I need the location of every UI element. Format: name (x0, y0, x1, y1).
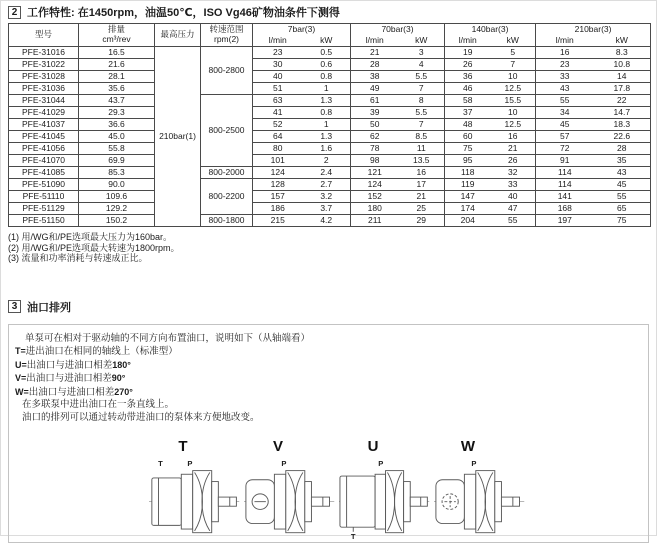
cell-flow: 26 (445, 59, 491, 71)
port-line-prefix: T= (15, 346, 26, 356)
cell-flow: 41 (253, 107, 303, 119)
cell-flow: 61 (351, 95, 399, 107)
port-line-value: 180° (112, 359, 131, 370)
cell-flow: 57 (536, 131, 594, 143)
port-label-t: T (350, 532, 356, 540)
cell-flow: 152 (351, 191, 399, 203)
cell-power: 15.5 (491, 95, 536, 107)
cell-flow: 180 (351, 203, 399, 215)
header-power: kW (399, 35, 445, 47)
cell-flow: 38 (351, 71, 399, 83)
port-line-text: 进出油口在相同的轴线上（标准型） (25, 347, 178, 357)
cell-flow: 121 (351, 167, 399, 179)
cell-model: PFE-51129 (9, 203, 79, 215)
cell-power: 17.8 (594, 83, 651, 95)
cell-power: 65 (594, 203, 651, 215)
header-pressure-group: 140bar(3) (445, 24, 536, 36)
port-line-value: 270° (114, 386, 133, 397)
cell-power: 8 (399, 95, 445, 107)
cell-power: 4.2 (303, 215, 351, 227)
cell-rpm-range: 800-2800 (201, 47, 253, 95)
section3-title: 油口排列 (27, 301, 71, 314)
cell-power: 17 (399, 179, 445, 191)
header-speed-range: 转速范围 rpm(2) (201, 24, 253, 47)
cell-flow: 33 (536, 71, 594, 83)
cell-power: 33 (491, 179, 536, 191)
cell-flow: 30 (253, 59, 303, 71)
table-row (9, 215, 651, 227)
cell-model: PFE-31044 (9, 95, 79, 107)
port-arrangement-panel (8, 324, 649, 543)
cell-power: 28 (594, 143, 651, 155)
cell-displacement: 28.1 (79, 71, 155, 83)
pump-side-view-icon (339, 456, 434, 540)
cell-flow: 124 (351, 179, 399, 191)
port-line-w (15, 386, 648, 400)
pump-diagram-t (149, 437, 244, 540)
cell-flow: 63 (253, 95, 303, 107)
pump-variant-label: T (178, 438, 188, 455)
cell-displacement: 150.2 (79, 215, 155, 227)
port-line-prefix: W= (15, 386, 29, 397)
note-line: 在多联泵中进出油口在一条直线上。 (22, 400, 175, 410)
cell-power: 14.7 (594, 107, 651, 119)
cell-power: 22.6 (594, 131, 651, 143)
cell-flow: 211 (351, 215, 399, 227)
cell-power: 7 (399, 83, 445, 95)
cell-power: 10 (491, 107, 536, 119)
cell-displacement: 129.2 (79, 203, 155, 215)
table-row (9, 191, 651, 203)
cell-power: 5 (491, 47, 536, 59)
cell-power: 0.5 (303, 47, 351, 59)
cell-flow: 62 (351, 131, 399, 143)
cell-power: 29 (399, 215, 445, 227)
header-flow: l/min (445, 35, 491, 47)
cell-model: PFE-41070 (9, 155, 79, 167)
cell-model: PFE-51090 (9, 179, 79, 191)
cell-displacement: 45.0 (79, 131, 155, 143)
cell-flow: 114 (536, 179, 594, 191)
cell-flow: 101 (253, 155, 303, 167)
cell-power: 22 (594, 95, 651, 107)
cell-flow: 204 (445, 215, 491, 227)
pump-side-view-icon (244, 456, 339, 540)
cell-power: 16 (399, 167, 445, 179)
cell-power: 26 (491, 155, 536, 167)
cell-model: PFE-31028 (9, 71, 79, 83)
cell-power: 40 (491, 191, 536, 203)
port-label-t: T (157, 459, 163, 469)
pump-side-view-icon (434, 456, 529, 540)
pump-variant-label: U (367, 438, 379, 455)
header-pressure-group: 210bar(3) (536, 24, 651, 36)
cell-power: 1 (303, 119, 351, 131)
pump-variant-label: W (460, 438, 476, 455)
cell-flow: 78 (351, 143, 399, 155)
cell-power: 3.2 (303, 191, 351, 203)
cell-flow: 157 (253, 191, 303, 203)
section3-header (8, 299, 650, 315)
cell-flow: 98 (351, 155, 399, 167)
cell-power: 55 (594, 191, 651, 203)
cell-model: PFE-31016 (9, 47, 79, 59)
port-label-p: P (186, 459, 192, 469)
cell-flow: 39 (351, 107, 399, 119)
cell-power: 1.6 (303, 143, 351, 155)
port-line-prefix: V= (15, 373, 27, 383)
table-row (9, 107, 651, 119)
cell-power: 7 (491, 59, 536, 71)
cell-power: 10 (491, 71, 536, 83)
port-line-value: 90° (111, 373, 126, 383)
cell-power: 0.6 (303, 59, 351, 71)
cell-power: 2 (303, 155, 351, 167)
cell-power: 12.5 (491, 119, 536, 131)
cell-power: 2.4 (303, 167, 351, 179)
cell-power: 1 (303, 83, 351, 95)
pump-diagram-u (339, 437, 434, 540)
port-line-t (15, 345, 648, 359)
cell-model: PFE-51150 (9, 215, 79, 227)
cell-flow: 46 (445, 83, 491, 95)
cell-power: 75 (594, 215, 651, 227)
port-line-u (15, 359, 648, 373)
cell-power: 4 (399, 59, 445, 71)
cell-power: 5.5 (399, 107, 445, 119)
cell-model: PFE-41056 (9, 143, 79, 155)
cell-flow: 50 (351, 119, 399, 131)
cell-flow: 124 (253, 167, 303, 179)
cell-rpm-range: 800-2200 (201, 179, 253, 215)
port-line-prefix: U= (15, 359, 27, 370)
cell-flow: 95 (445, 155, 491, 167)
cell-displacement: 36.6 (79, 119, 155, 131)
cell-flow: 64 (253, 131, 303, 143)
cell-power: 11 (399, 143, 445, 155)
header-flow: l/min (351, 35, 399, 47)
cell-flow: 16 (536, 47, 594, 59)
cell-displacement: 29.3 (79, 107, 155, 119)
cell-rpm-range: 800-2000 (201, 167, 253, 179)
table-row (9, 179, 651, 191)
cell-flow: 49 (351, 83, 399, 95)
cell-flow: 118 (445, 167, 491, 179)
pump-diagram-v (244, 437, 339, 540)
header-pressure-group: 7bar(3) (253, 24, 351, 36)
cell-flow: 43 (536, 83, 594, 95)
cell-power: 0.8 (303, 71, 351, 83)
header-power: kW (594, 35, 651, 47)
note-line: 油口的排列可以通过转动带进油口的泵体来方便地改变。 (22, 412, 260, 423)
cell-displacement: 90.0 (79, 179, 155, 191)
cell-power: 3 (399, 47, 445, 59)
cell-power: 21 (491, 143, 536, 155)
cell-flow: 197 (536, 215, 594, 227)
header-flow: l/min (536, 35, 594, 47)
cell-rpm-range: 800-1800 (201, 215, 253, 227)
port-label-p: P (280, 459, 286, 469)
header-power: kW (303, 35, 351, 47)
cell-flow: 55 (536, 95, 594, 107)
cell-flow: 174 (445, 203, 491, 215)
port-line-text: 出油口与进油口相差 (28, 387, 115, 398)
cell-displacement: 43.7 (79, 95, 155, 107)
header-power: kW (491, 35, 536, 47)
cell-flow: 75 (445, 143, 491, 155)
cell-model: PFE-41045 (9, 131, 79, 143)
port-arrangement-text (15, 333, 648, 425)
table-row (9, 131, 651, 143)
cell-power: 0.8 (303, 107, 351, 119)
cell-model: PFE-31036 (9, 83, 79, 95)
cell-power: 8.3 (594, 47, 651, 59)
cell-displacement: 109.6 (79, 191, 155, 203)
cell-rpm-range: 800-2500 (201, 95, 253, 167)
cell-power: 16 (491, 131, 536, 143)
cell-flow: 19 (445, 47, 491, 59)
cell-power: 10.8 (594, 59, 651, 71)
cell-power: 32 (491, 167, 536, 179)
port-line-text: 出油口与进油口相差 (26, 360, 113, 371)
table-row (9, 143, 651, 155)
cell-power: 21 (399, 191, 445, 203)
cell-displacement: 21.6 (79, 59, 155, 71)
table-row (9, 203, 651, 215)
table-row (9, 119, 651, 131)
cell-flow: 21 (351, 47, 399, 59)
table-row (9, 71, 651, 83)
cell-power: 43 (594, 167, 651, 179)
cell-flow: 48 (445, 119, 491, 131)
port-label-p: P (470, 459, 476, 469)
cell-power: 45 (594, 179, 651, 191)
pump-side-view-icon (149, 456, 244, 540)
cell-flow: 128 (253, 179, 303, 191)
section2-title: 工作特性: 在1450rpm，油温50℃，ISO Vg46矿物油条件下测得 (27, 7, 340, 19)
section3-number-box: 3 (8, 300, 21, 313)
port-label-p: P (377, 459, 383, 469)
cell-max-pressure: 210bar(1) (155, 47, 201, 227)
cell-model: PFE-41037 (9, 119, 79, 131)
cell-power: 2.7 (303, 179, 351, 191)
section2-number-box: 2 (8, 6, 21, 19)
cell-displacement: 35.6 (79, 83, 155, 95)
header-pressure-group: 70bar(3) (351, 24, 445, 36)
header-max-pressure: 最高压力 (155, 24, 201, 47)
cell-flow: 60 (445, 131, 491, 143)
cell-displacement: 55.8 (79, 143, 155, 155)
cell-flow: 51 (253, 83, 303, 95)
cell-flow: 58 (445, 95, 491, 107)
cell-power: 5.5 (399, 71, 445, 83)
cell-flow: 28 (351, 59, 399, 71)
cell-flow: 52 (253, 119, 303, 131)
cell-displacement: 69.9 (79, 155, 155, 167)
cell-model: PFE-41029 (9, 107, 79, 119)
cell-model: PFE-41085 (9, 167, 79, 179)
table-row (9, 47, 651, 59)
cell-flow: 168 (536, 203, 594, 215)
cell-flow: 147 (445, 191, 491, 203)
port-line-text: 出油口与进油口相差 (26, 374, 112, 384)
cell-flow: 119 (445, 179, 491, 191)
cell-power: 3.7 (303, 203, 351, 215)
cell-flow: 80 (253, 143, 303, 155)
table-row (9, 167, 651, 179)
cell-flow: 114 (536, 167, 594, 179)
cell-power: 47 (491, 203, 536, 215)
cell-flow: 36 (445, 71, 491, 83)
cell-displacement: 16.5 (79, 47, 155, 59)
section2-header (8, 4, 650, 20)
cell-power: 7 (399, 119, 445, 131)
footnotes (8, 232, 650, 264)
header-model: 型号 (9, 24, 79, 47)
cell-power: 13.5 (399, 155, 445, 167)
table-row (9, 155, 651, 167)
pump-variant-label: V (272, 438, 283, 455)
intro-line: 单泵可在相对于驱动轴的不同方向布置油口，说明如下（从轴端看） (25, 333, 311, 344)
pump-diagram-w (434, 437, 529, 540)
cell-model: PFE-31022 (9, 59, 79, 71)
cell-flow: 40 (253, 71, 303, 83)
pump-diagrams (15, 437, 648, 540)
cell-flow: 72 (536, 143, 594, 155)
cell-power: 1.3 (303, 131, 351, 143)
cell-flow: 23 (536, 59, 594, 71)
cell-power: 18.3 (594, 119, 651, 131)
cell-flow: 45 (536, 119, 594, 131)
cell-flow: 91 (536, 155, 594, 167)
performance-table (8, 23, 651, 227)
cell-flow: 34 (536, 107, 594, 119)
port-line-v (15, 372, 648, 386)
cell-power: 1.3 (303, 95, 351, 107)
header-displacement: 排量 cm³/rev (79, 24, 155, 47)
footnote-line: (3) 流量和功率消耗与转速成正比。 (8, 253, 148, 263)
cell-power: 14 (594, 71, 651, 83)
cell-flow: 37 (445, 107, 491, 119)
table-row (9, 83, 651, 95)
footnote-line: (1) 用/WG和/PE选项最大压力为160bar。 (8, 232, 173, 242)
cell-power: 12.5 (491, 83, 536, 95)
cell-power: 55 (491, 215, 536, 227)
table-row (9, 95, 651, 107)
cell-flow: 23 (253, 47, 303, 59)
cell-power: 8.5 (399, 131, 445, 143)
cell-power: 25 (399, 203, 445, 215)
footnote-line: (2) 用/WG和/PE选项最大转速为1800rpm。 (8, 242, 180, 253)
header-flow: l/min (253, 35, 303, 47)
cell-power: 35 (594, 155, 651, 167)
table-row (9, 59, 651, 71)
cell-flow: 215 (253, 215, 303, 227)
cell-flow: 186 (253, 203, 303, 215)
cell-flow: 141 (536, 191, 594, 203)
cell-displacement: 85.3 (79, 167, 155, 179)
cell-model: PFE-51110 (9, 191, 79, 203)
